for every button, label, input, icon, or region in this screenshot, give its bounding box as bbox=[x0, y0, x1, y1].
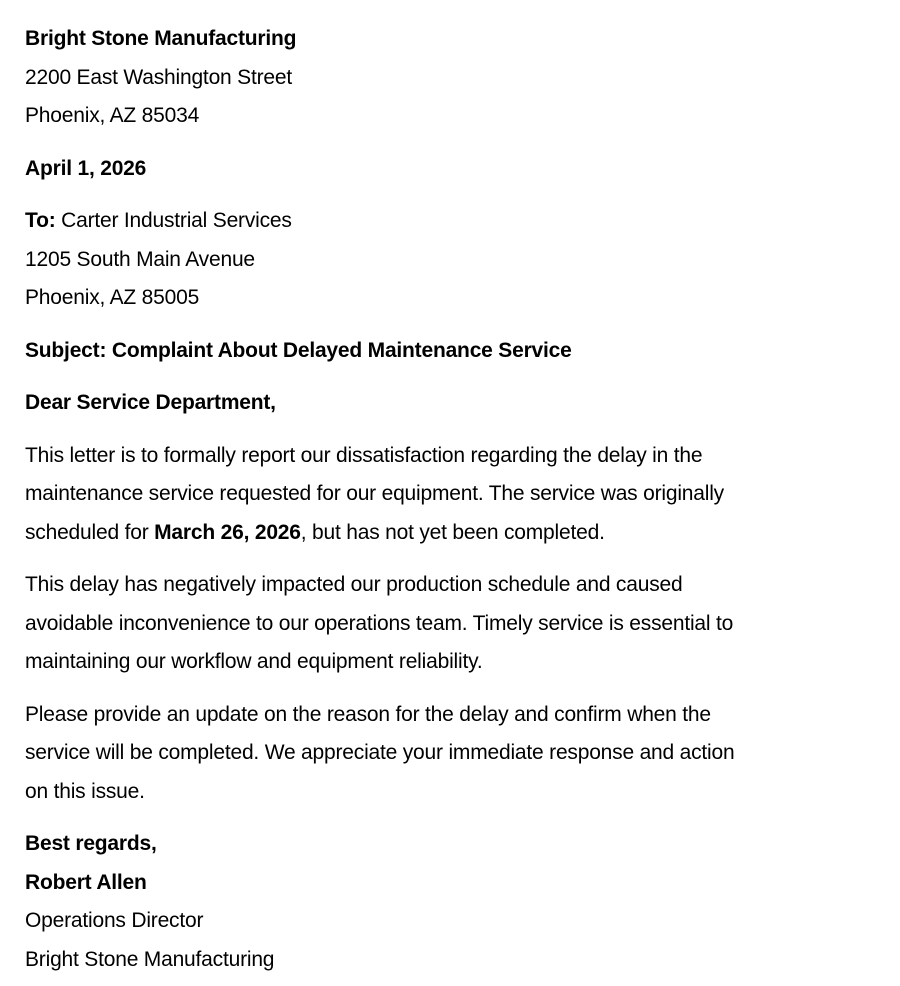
body-paragraph-3 bbox=[25, 696, 885, 812]
recipient-city: Phoenix, AZ 85005 bbox=[25, 286, 200, 309]
body-paragraph-1 bbox=[25, 437, 885, 553]
sender-company: Bright Stone Manufacturing bbox=[25, 27, 297, 50]
paragraph-line: maintaining our workflow and equipment reliability. bbox=[25, 650, 483, 673]
subject-line: Subject: Complaint About Delayed Maintenance Service bbox=[25, 338, 572, 362]
letter-date-block bbox=[25, 150, 875, 189]
sender-street: 2200 East Washington Street bbox=[25, 65, 292, 89]
paragraph-line: on this issue. bbox=[25, 779, 145, 803]
recipient-address bbox=[25, 202, 875, 318]
recipient-company-line bbox=[25, 202, 875, 241]
valediction: Best regards, bbox=[25, 832, 157, 855]
paragraph-line: Please provide an update on the reason for the delay and confirm when the bbox=[25, 702, 711, 726]
paragraph-line: service will be completed. We appreciate your immediate response and action bbox=[25, 741, 735, 764]
body-paragraph-2 bbox=[25, 566, 885, 682]
scheduled-date: March 26, 2026 bbox=[154, 520, 301, 544]
signer-company: Bright Stone Manufacturing bbox=[25, 947, 275, 971]
sender-city: Phoenix, AZ 85034 bbox=[25, 104, 200, 127]
signer-title: Operations Director bbox=[25, 909, 204, 932]
text-run: , but has not yet been completed. bbox=[300, 520, 605, 544]
paragraph-line: This delay has negatively impacted our production schedule and caused bbox=[25, 573, 683, 596]
letter-date: April 1, 2026 bbox=[25, 156, 147, 180]
signer-name: Robert Allen bbox=[25, 870, 147, 894]
salutation-block bbox=[25, 384, 875, 423]
paragraph-line bbox=[25, 514, 885, 553]
subject-block bbox=[25, 332, 875, 371]
to-label: To: bbox=[25, 209, 56, 232]
paragraph-line: This letter is to formally report our dissatisfaction regarding the delay in the bbox=[25, 443, 703, 467]
paragraph-line: avoidable inconvenience to our operations team. Timely service is essential to bbox=[25, 611, 734, 635]
paragraph-line: maintenance service requested for our equipment. The service was originally bbox=[25, 482, 724, 505]
closing-block bbox=[25, 825, 875, 979]
recipient-street: 1205 South Main Avenue bbox=[25, 247, 255, 271]
sender-address bbox=[25, 20, 875, 136]
salutation: Dear Service Department, bbox=[25, 391, 276, 414]
recipient-company: Carter Industrial Services bbox=[55, 209, 292, 232]
text-run: scheduled for bbox=[25, 520, 155, 544]
